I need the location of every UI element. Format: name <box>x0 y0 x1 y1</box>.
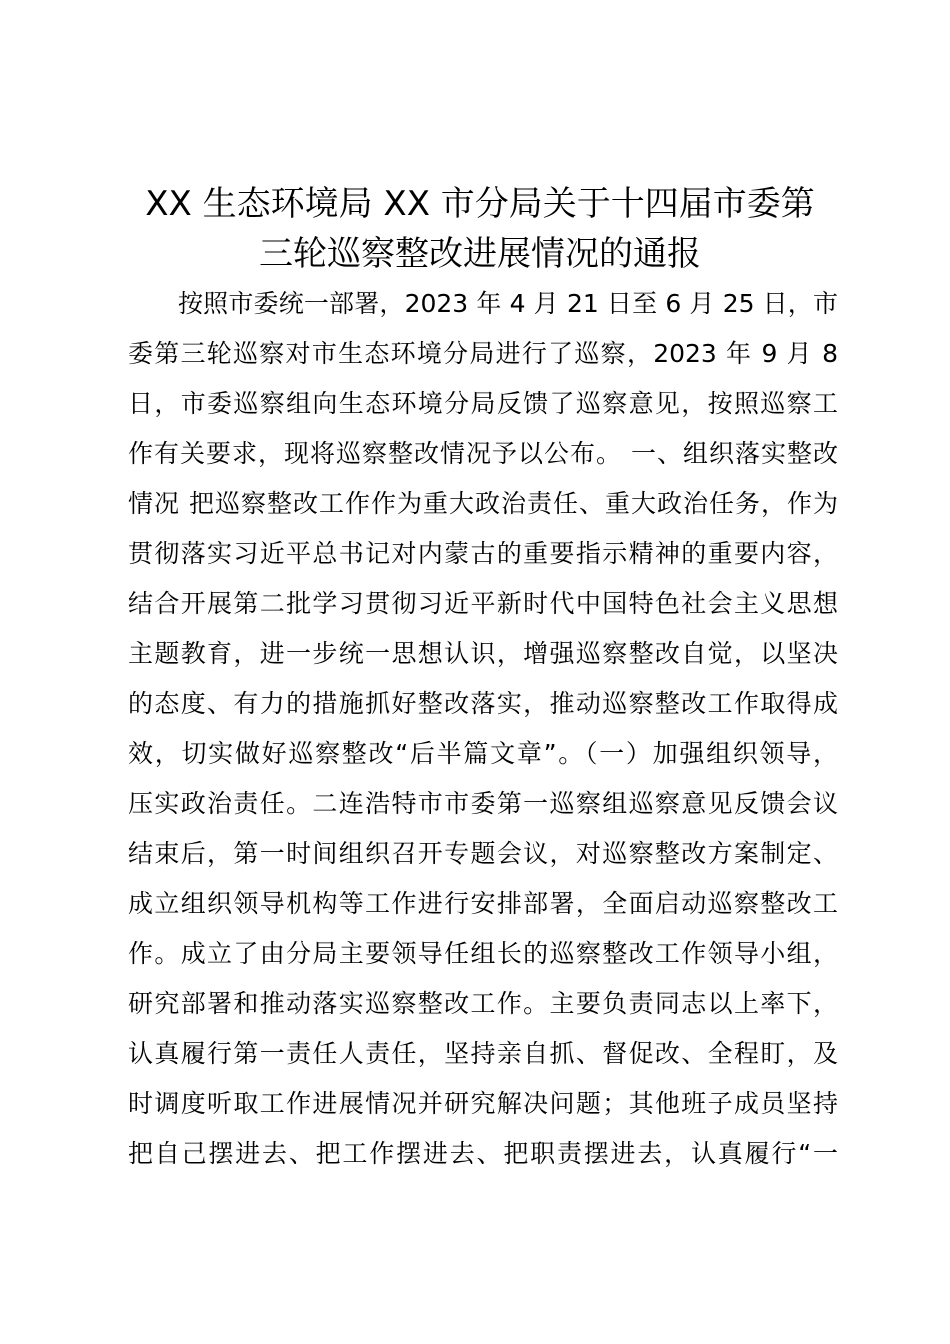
body-line-18: 把自己摆进去、把工作摆进去、把职责摆进去，认真履行“一 <box>128 1139 838 1168</box>
body-line-6: 贯彻落实习近平总书记对内蒙古的重要指示精神的重要内容， <box>128 539 838 568</box>
body-line-11: 压实政治责任。二连浩特市市委第一巡察组巡察意见反馈会议 <box>128 789 838 818</box>
body-line-10: 效，切实做好巡察整改“后半篇文章”。（一）加强组织领导， <box>128 739 838 768</box>
body-line-16: 认真履行第一责任人责任，坚持亲自抓、督促改、全程盯，及 <box>128 1039 838 1068</box>
body-line-8: 主题教育，进一步统一思想认识，增强巡察整改自觉，以坚决 <box>128 639 838 668</box>
body-line-13: 成立组织领导机构等工作进行安排部署，全面启动巡察整改工 <box>128 889 838 918</box>
document-title-line-1: XX 生态环境局 XX 市分局关于十四届市委第 <box>145 184 815 224</box>
body-line-14: 作。成立了由分局主要领导任组长的巡察整改工作领导小组， <box>128 939 838 968</box>
body-line-12: 结束后，第一时间组织召开专题会议，对巡察整改方案制定、 <box>128 839 838 868</box>
body-line-4: 作有关要求，现将巡察整改情况予以公布。 一、组织落实整改 <box>128 439 838 468</box>
document-title-line-2: 三轮巡察整改进展情况的通报 <box>259 234 701 274</box>
body-line-7: 结合开展第二批学习贯彻习近平新时代中国特色社会主义思想 <box>128 589 838 618</box>
body-line-3: 日，市委巡察组向生态环境分局反馈了巡察意见，按照巡察工 <box>128 389 838 418</box>
body-line-15: 研究部署和推动落实巡察整改工作。主要负责同志以上率下， <box>128 989 838 1018</box>
body-line-17: 时调度听取工作进展情况并研究解决问题；其他班子成员坚持 <box>128 1089 838 1118</box>
body-line-1: 按照市委统一部署，2023 年 4 月 21 日至 6 月 25 日，市 <box>178 289 838 318</box>
body-line-5: 情况 把巡察整改工作作为重大政治责任、重大政治任务，作为 <box>128 489 838 518</box>
body-line-9: 的态度、有力的措施抓好整改落实，推动巡察整改工作取得成 <box>128 689 838 718</box>
body-line-2: 委第三轮巡察对市生态环境分局进行了巡察，2023 年 9 月 8 <box>128 339 838 368</box>
